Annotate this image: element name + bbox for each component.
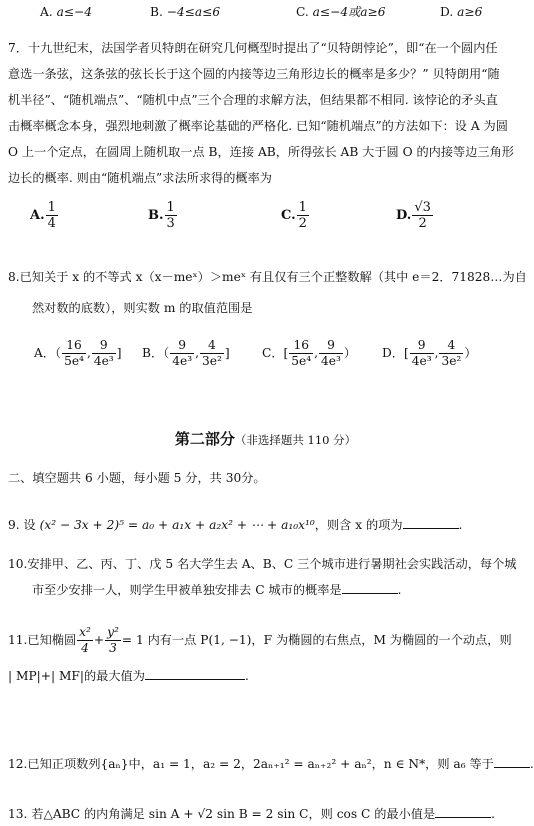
q7-option-label: D. [396, 208, 412, 223]
denominator: 5e⁴ [64, 354, 84, 368]
denominator: 3e² [441, 354, 462, 368]
q11-end: . [244, 669, 249, 683]
q13-end: . [491, 807, 496, 821]
fraction [439, 338, 463, 369]
q6-option-b [150, 4, 220, 21]
section-two-heading: 二、填空题共 6 小题，每小题 5 分，共 30分。 [8, 471, 266, 485]
numerator: 1 [47, 200, 56, 215]
open-bracket: [ [283, 346, 289, 360]
q12-answer-blank [494, 754, 530, 768]
q6-option-c [296, 4, 386, 21]
denominator: 4 [47, 216, 56, 231]
q7-option-label: A. [30, 208, 45, 223]
q9-answer-blank [403, 515, 459, 529]
q12 [8, 754, 534, 773]
numerator: 9 [92, 338, 116, 354]
close-bracket: ） [464, 346, 477, 360]
q13-answer-blank [435, 804, 491, 818]
q12-text: 12.已知正项数列{aₙ}中，a₁ = 1，a₂ = 2，2aₙ₊₁² = aₙ₊₂² + aₙ²，n ∈ N*，则 a₆ 等于 [8, 757, 494, 771]
q10-line-1: 10.安排甲、乙、丙、丁、戊 5 名大学生去 A、B、C 三个城市进行暑期社会实践活动，每个城 [8, 557, 517, 571]
fraction [77, 625, 93, 656]
numerator: 9 [319, 338, 343, 354]
fraction [289, 338, 313, 369]
q7-option-b [148, 200, 178, 231]
denominator: 4e³ [321, 354, 341, 368]
part-two-title: 第二部分 [174, 430, 235, 448]
q7-line-2: 意选一条弦，这条弦的弦长长于这个圆的内接等边三角形边长的概率是多少？” 贝特朗用“随 [8, 67, 500, 81]
denominator: 3 [109, 641, 117, 655]
q11-line-2-text: | MP|+| MF|的最大值为 [8, 669, 145, 683]
q6-option-text: a≤−4或a≥6 [312, 5, 386, 19]
close-bracket: ） [343, 346, 357, 360]
q11-prefix: 11.已知椭圆 [8, 633, 77, 647]
q8-option-label: C． [262, 346, 284, 360]
q7-option-a [30, 200, 59, 231]
fraction [410, 338, 434, 369]
denominator: 4e³ [93, 354, 114, 368]
q8-option-a: A．（ $\frac{16}{\text{5e⁴}}$ , $\frac{9}{\text{4e³}}$ ] [34, 338, 122, 368]
q6-option-d [440, 4, 482, 21]
numerator: 9 [410, 338, 434, 354]
q13-text: 13. 若△ABC 的内角满足 sin A + √2 sin B = 2 sin C，则 cos C 的最小值是 [8, 807, 436, 821]
denominator: 4e³ [411, 354, 432, 368]
q13 [8, 804, 495, 823]
close-bracket: ] [224, 346, 230, 360]
open-bracket: [ [403, 346, 409, 360]
q7-line-4: 击概率概念本身，强烈地刺激了概率论基础的严格化. 已知“随机端点”的方法如下：设 A 为圆 [8, 119, 508, 133]
q7-option-d [396, 200, 434, 231]
q7-option-fraction [165, 200, 177, 231]
q8-option-c: C．[ $\frac{16}{\text{5e⁴}}$ , $\frac{9}{\text{4e³}}$ ） [262, 338, 357, 368]
numerator: y² [107, 625, 119, 639]
q7-line-3: 机半径”、“随机端点”、“随机中点”三个合理的求解方法，但结果都不相同. 该悖论的矛头直 [8, 93, 498, 107]
q11-answer-blank [145, 666, 245, 680]
q8-line-2: 然对数的底数），则实数 m 的取值范围是 [32, 301, 253, 315]
q6-option-label: B. [150, 5, 163, 19]
q10-line-2-text: 市至少安排一人，则学生甲被单独安排去 C 城市的概率是 [32, 583, 342, 597]
numerator: 4 [200, 338, 224, 354]
q7-line-1: 7．十九世纪末，法国学者贝特朗在研究几何概型时提出了“贝特朗悖论”，即“在一个圆内任 [8, 41, 498, 55]
q9 [8, 515, 462, 534]
q8-option-d: D．[ $\frac{9}{\text{4e³}}$ , $\frac{4}{\text{3e²}}$ ） [382, 338, 477, 368]
q10-answer-blank [342, 580, 398, 594]
q8-line-1: 8.已知关于 x 的不等式 x（x－meˣ）＞meˣ 有且仅有三个正整数解（其中 e＝2．71828…为自 [8, 270, 527, 284]
numerator: 16 [62, 338, 86, 354]
q11-line-2 [8, 666, 249, 685]
open-bracket: （ [163, 346, 170, 360]
fraction [200, 338, 224, 369]
denominator: 5e⁴ [291, 354, 312, 368]
fraction [319, 338, 343, 369]
q6-option-label: C. [296, 5, 309, 19]
fraction [105, 625, 121, 656]
q11-line-1: 11.已知椭圆 $\frac{\text{x²}}{4}$ + $\frac{\text{y²}}{3}$ = 1 内有一点 P(1, −1)，F 为椭圆的右焦点，M 为椭圆的一个动点，则 [8, 625, 512, 655]
numerator: x² [79, 625, 91, 639]
q8-option-label: A． [34, 346, 55, 360]
q6-option-text: −4≤a≤6 [166, 5, 221, 19]
q7-option-fraction [297, 200, 309, 231]
close-bracket: ] [116, 346, 122, 360]
q9-suffix: ，则含 x 的项为 [314, 518, 403, 532]
fraction [92, 338, 116, 369]
numerator: 16 [289, 338, 313, 354]
q6-option-label: A. [40, 5, 53, 19]
q7-option-fraction [46, 200, 58, 231]
denominator: 3e² [201, 354, 222, 368]
q7-line-6: 边长的概率. 则由“随机端点”求法所求得的概率为 [8, 171, 272, 185]
numerator: 1 [298, 200, 307, 215]
fraction [170, 338, 194, 369]
q9-end: . [458, 518, 463, 532]
part-two-heading [0, 428, 531, 449]
denominator: 3 [166, 216, 175, 231]
q8-option-label: D． [382, 346, 404, 360]
q8-option-label: B． [142, 346, 164, 360]
q10-line-2 [32, 580, 401, 599]
numerator: 4 [439, 338, 463, 354]
q6-option-a [40, 4, 92, 21]
q9-expression: (x² − 3x + 2)⁵ = a₀ + a₁x + a₂x² + ⋯ + a₁₀x¹⁰ [39, 518, 315, 532]
q9-prefix: 9. 设 [8, 518, 36, 532]
denominator: 4 [81, 641, 89, 655]
q7-option-label: B. [148, 208, 164, 223]
part-two-subtitle: （非选择题共 110 分） [234, 433, 357, 447]
q11-mid: = 1 内有一点 P(1, −1)，F 为椭圆的右焦点，M 为椭圆的一个动点，则 [121, 633, 512, 647]
q10-end: . [397, 583, 402, 597]
q7-line-5: O 上一个定点，在圆周上随机取一点 B，连接 AB，所得弦长 AB 大于圆 O 的内接等边三角形 [8, 145, 514, 159]
denominator: 2 [298, 216, 307, 231]
denominator: 2 [418, 216, 427, 231]
q8-option-b: B．（ $\frac{9}{\text{4e³}}$ , $\frac{4}{\text{3e²}}$ ] [142, 338, 230, 368]
q7-option-label: C. [281, 208, 296, 223]
numerator: √3 [414, 200, 431, 215]
q7-option-fraction [412, 200, 433, 231]
q6-option-text: a≥6 [457, 5, 483, 19]
q6-option-label: D. [440, 5, 454, 19]
numerator: 1 [166, 200, 175, 215]
q6-option-text: a≤−4 [56, 5, 93, 19]
q7-option-c [281, 200, 310, 231]
q12-end: . [529, 757, 534, 771]
numerator: 9 [170, 338, 194, 354]
open-bracket: （ [55, 346, 62, 360]
denominator: 4e³ [172, 354, 193, 368]
fraction [62, 338, 86, 369]
